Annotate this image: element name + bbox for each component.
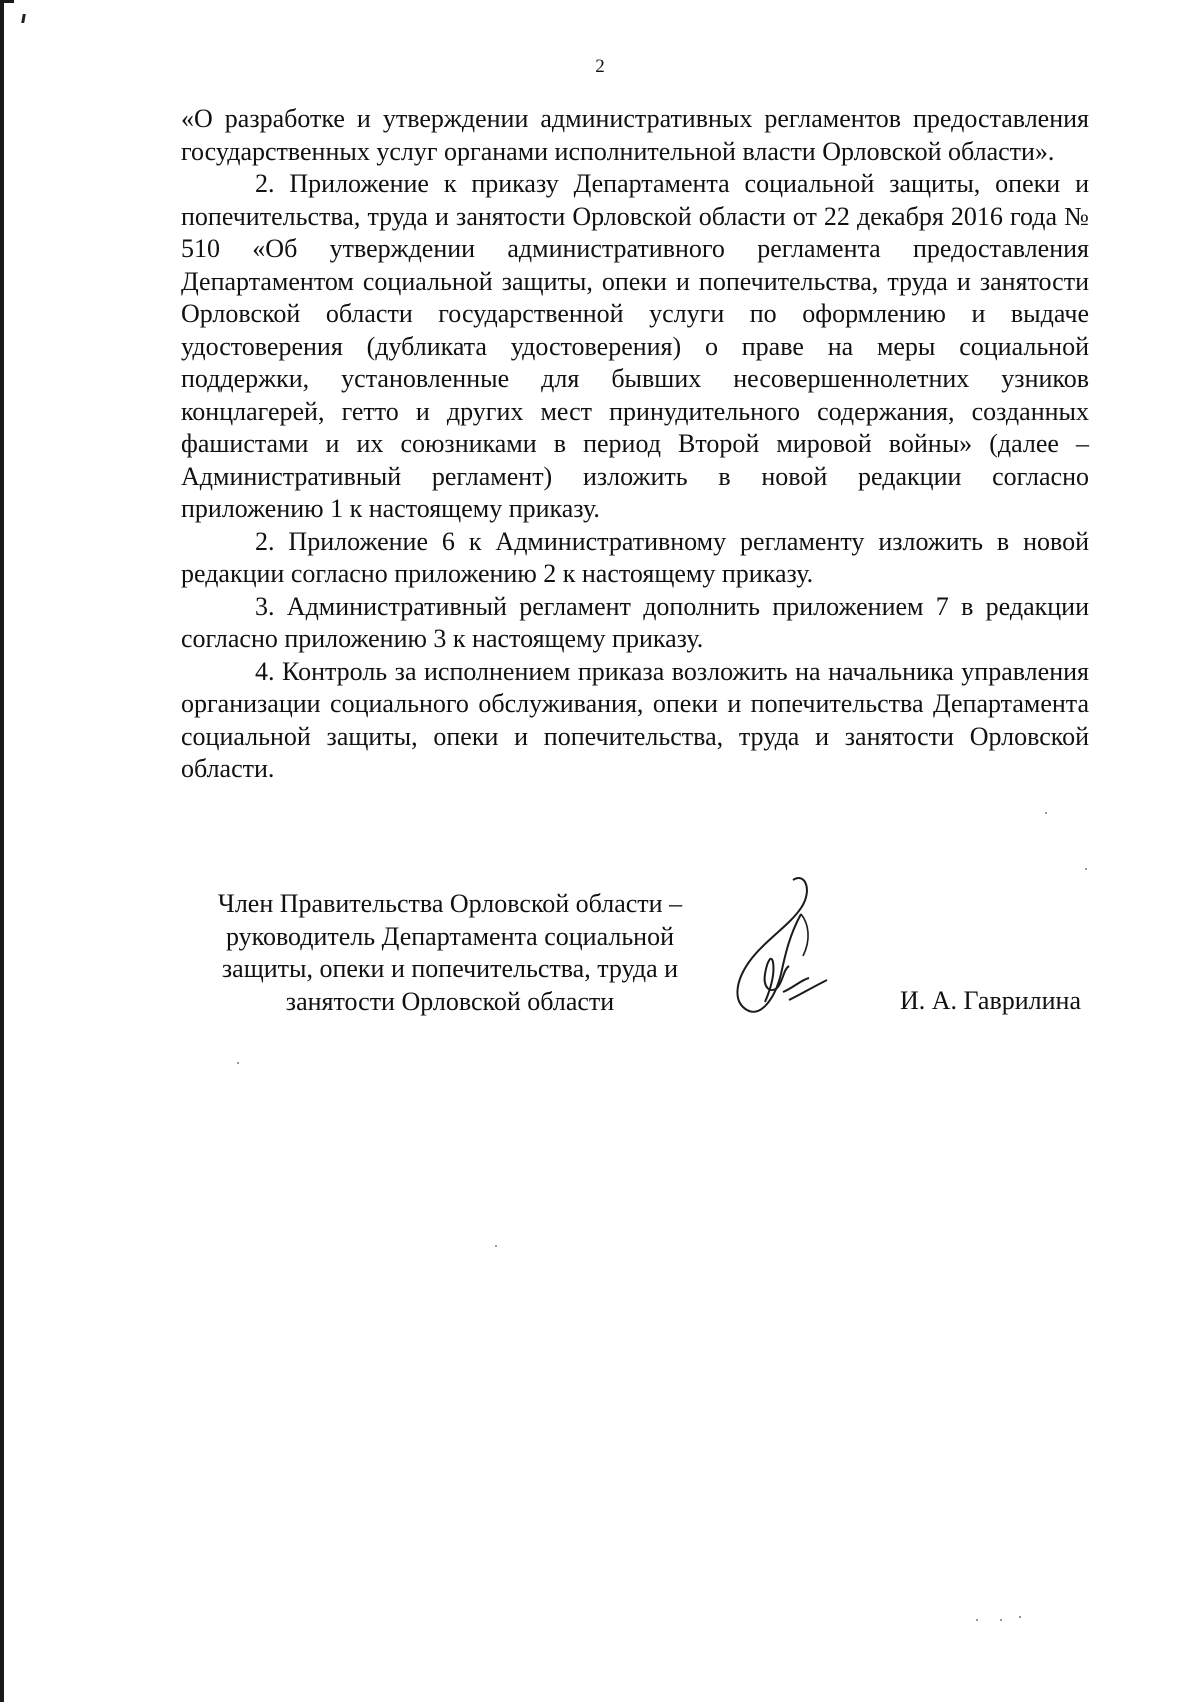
scan-speck	[1085, 868, 1087, 870]
paragraph-item-4: 4. Контроль за исполнением приказа возложить на начальника управления организации социального обслуживания, опеки и попечительства Департамента социальной защиты, опеки и попечительства, труда и занятости Орловской области.	[181, 656, 1089, 783]
paragraph-item-3: 3. Административный регламент дополнить приложением 7 в редакции согласно приложению 3 к настоящему приказу.	[181, 591, 1089, 653]
signatory-position-line: Член Правительства Орловской области –	[217, 889, 683, 918]
signatory-position-line: руководитель Департамента социальной	[225, 921, 675, 951]
paragraph-item-2-appendix-6: 2. Приложение 6 к Административному регламенту изложить в новой редакции согласно приложению 2 к настоящему приказу.	[181, 526, 1089, 588]
scan-edge-top	[0, 0, 14, 3]
paragraph-continuation: «О разработке и утверждении административных регламентов предоставления государственных услуг органами исполнительной власти Орловской области».	[181, 104, 1089, 166]
scan-edge-left	[0, 0, 4, 1702]
signatory-position-line: защиты, опеки и попечительства, труда и	[221, 954, 679, 983]
scan-speck	[495, 1245, 497, 1247]
scan-speck	[1045, 812, 1047, 814]
signatory-position-line: занятости Орловской области	[285, 986, 615, 1016]
signature-block	[0, 888, 1200, 1038]
scan-mark	[21, 14, 26, 23]
page-number: 2	[595, 56, 605, 77]
scan-speck	[237, 1062, 239, 1064]
document-body	[181, 103, 1089, 786]
signatory-name: И. А. Гаврилина	[900, 986, 1082, 1015]
scan-speck	[976, 1619, 978, 1621]
signatory-position	[180, 888, 720, 1018]
handwritten-signature	[705, 870, 835, 1020]
scan-speck	[1000, 1619, 1002, 1621]
scan-speck	[1019, 1616, 1021, 1618]
paragraph-item-2-appendix: 2. Приложение к приказу Департамента социальной защиты, опеки и попечительства, труда и занятости Орловской области от 22 декабря 2016 года № 510 «Об утверждении административного регламента предоставления Департаментом социальной защиты, опеки и попечительства, труда и занятости Орловской области государственной услуги по оформлению и выдаче удостоверения (дубликата удостоверения) о праве на меры социальной поддержки, установленные для бывших несовершеннолетних узников концлагерей, гетто и других мест принудительного содержания, созданных фашистами и их союзниками в период Второй мировой войны» (далее – Административный регламент) изложить в новой редакции согласно приложению 1 к настоящему приказу.	[181, 169, 1089, 523]
